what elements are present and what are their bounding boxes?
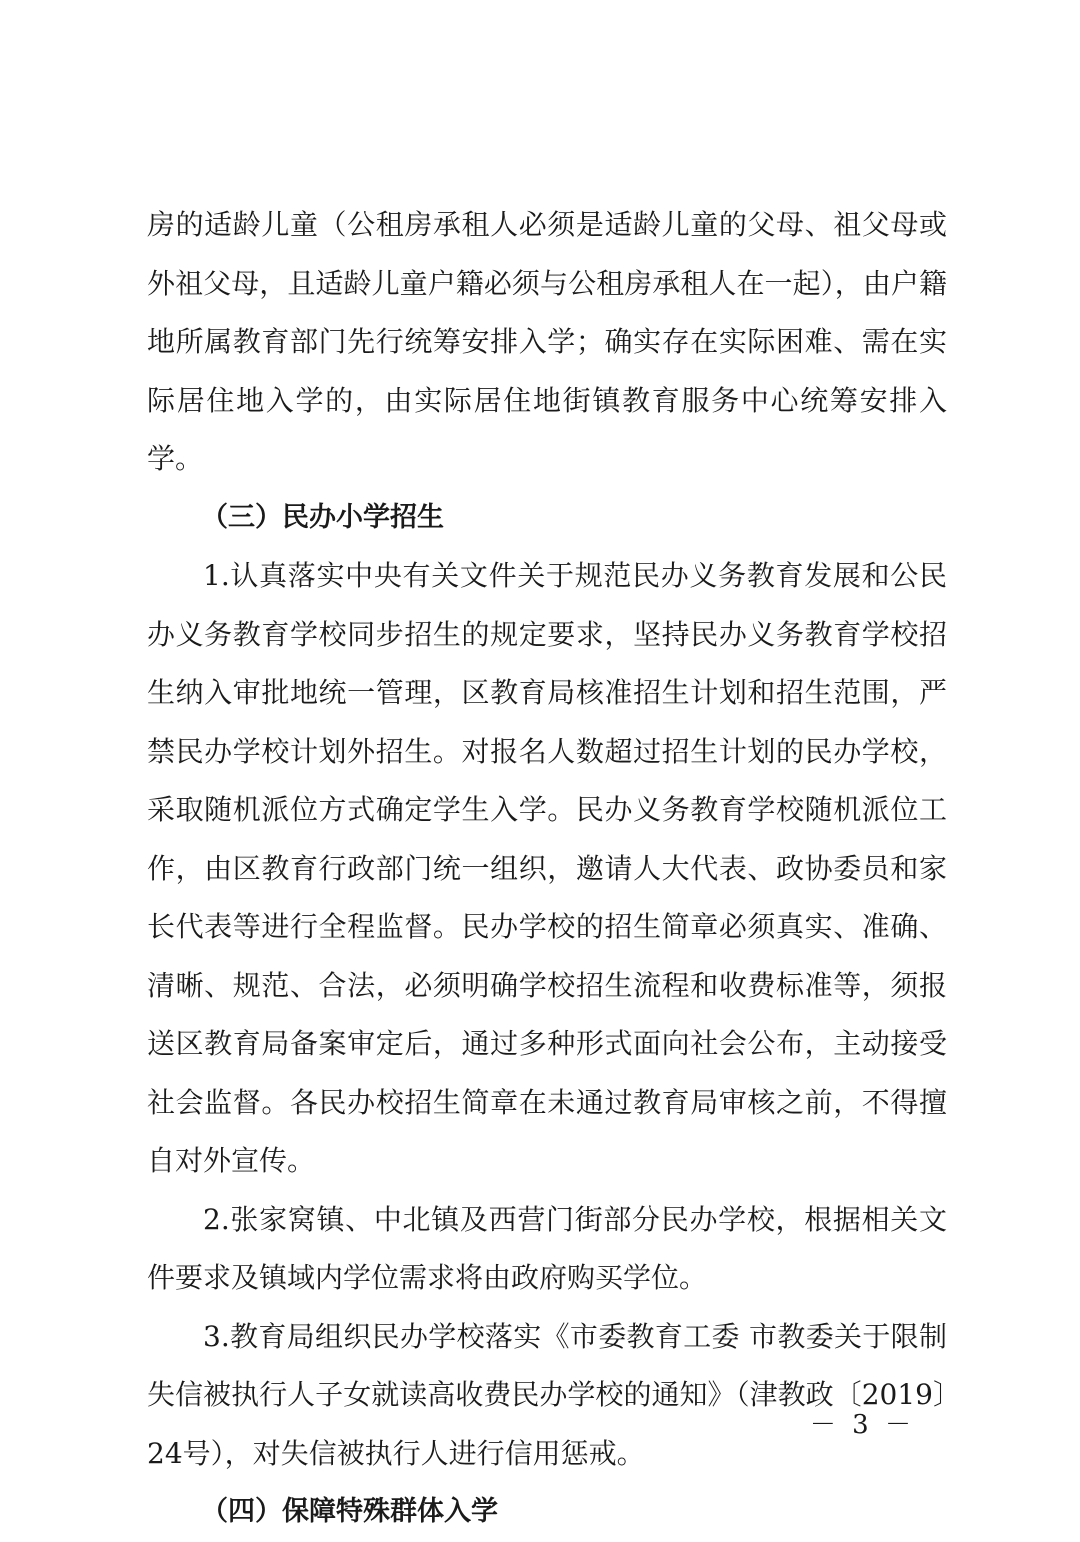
section-heading-4: （四）保障特殊群体入学 (201, 1496, 498, 1527)
paragraph-continued: 房的适龄儿童（公租房承租人必须是适龄儿童的父母、祖父母或外祖父母，且适龄儿童户籍必须与公租房承租人在一起），由户籍地所属教育部门先行统筹安排入学；确实存在实际困难、需在实际居住地入学的，由实际居住地街镇教育服务中心统筹安排入学。 (147, 208, 947, 475)
paragraph-item-1: 1.认真落实中央有关文件关于规范民办义务教育发展和公民办义务教育学校同步招生的规定要求，坚持民办义务教育学校招生纳入审批地统一管理，区教育局核准招生计划和招生范围，严禁民办学校计划外招生。对报名人数超过招生计划的民办学校，采取随机派位方式确定学生入学。民办义务教育学校随机派位工作，由区教育行政部门统一组织，邀请人大代表、政协委员和家长代表等进行全程监督。民办学校的招生简章必须真实、准确、清晰、规范、合法，必须明确学校招生流程和收费标准等，须报送区教育局备案审定后，通过多种形式面向社会公布，主动接受社会监督。各民办校招生简章在未通过教育局审核之前，不得擅自对外宣传。 (147, 559, 947, 1177)
paragraph-item-2: 2.张家窝镇、中北镇及西营门街部分民办学校，根据相关文件要求及镇域内学位需求将由政府购买学位。 (147, 1202, 947, 1294)
page-number: － 3 － (809, 1410, 915, 1440)
document-body (147, 196, 947, 1542)
section-heading-3: （三）民办小学招生 (201, 501, 444, 533)
paragraph-item-3: 3.教育局组织民办学校落实《市委教育工委 市教委关于限制失信被执行人子女就读高收费民办学校的通知》（津教政〔2019〕24号），对失信被执行人进行信用惩戒。 (147, 1319, 947, 1470)
